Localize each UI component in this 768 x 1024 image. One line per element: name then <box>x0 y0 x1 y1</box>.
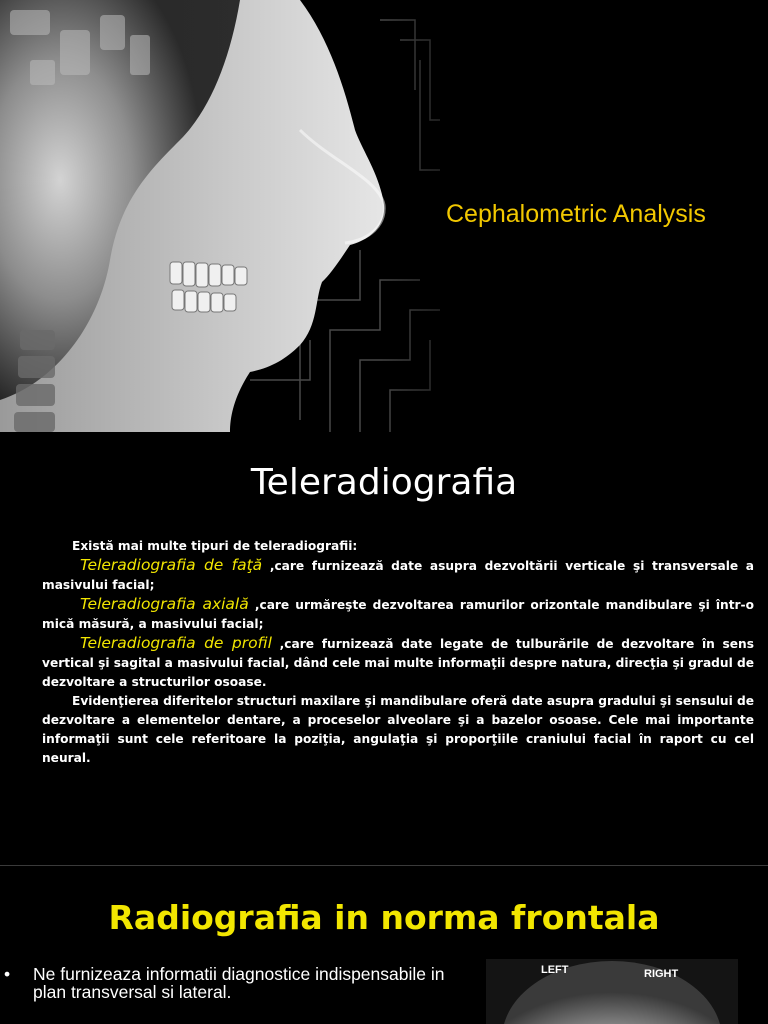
type-paragraph <box>42 634 754 692</box>
slide-teleradiografia <box>0 432 768 866</box>
frontal-xray-image <box>486 959 738 1024</box>
type-desc: ,care furnizează date asupra dezvoltării verticale şi transversale a masivului facial; <box>42 559 754 592</box>
type-name: Teleradiografia de faţă <box>80 556 263 574</box>
bullet-dot: • <box>4 964 11 984</box>
slide-cephalometric <box>0 0 768 432</box>
intro-paragraph: Există mai multe tipuri de teleradiografii: <box>72 539 358 553</box>
slide-radiografia-frontala <box>0 866 768 1024</box>
bullet-text: Ne furnizeaza informatii diagnostice indispensabile in plan transversal si lateral. <box>33 964 445 1002</box>
slide-title: Cephalometric Analysis <box>446 200 706 228</box>
slide-body <box>42 537 754 768</box>
xray-left-label: LEFT <box>541 964 569 976</box>
type-desc: ,care furnizează date legate de tulburările de dezvoltare în sens vertical şi sagital a masivului facial, dând cele mai multe informaţii despre natura, direcţia şi gradul de dezvoltare a structurilor osoase. <box>42 637 754 689</box>
conclusion-paragraph: Evidenţierea diferitelor structuri maxilare şi mandibulare oferă date asupra gradului şi sensului de dezvoltare a elementelor dentare, a proceselor alveolare şi a bazelor osoase. Cele mai importante informaţii sunt cele referitoare la poziţia, angulaţia şi proporţiile craniului facial în raport cu cel neural. <box>42 694 754 765</box>
type-name: Teleradiografia axială <box>80 595 249 613</box>
slide-heading: Radiografia in norma frontala <box>108 898 660 937</box>
type-paragraph <box>42 556 754 595</box>
slide-heading: Teleradiografia <box>250 462 518 503</box>
type-paragraph <box>42 595 754 634</box>
type-name: Teleradiografia de profil <box>80 634 272 652</box>
bullet-item <box>4 965 474 1001</box>
type-desc: ,care urmăreşte dezvoltarea ramurilor orizontale mandibulare şi într-o mică măsură, a masivului facial; <box>42 598 754 631</box>
xray-right-label: RIGHT <box>644 968 679 980</box>
